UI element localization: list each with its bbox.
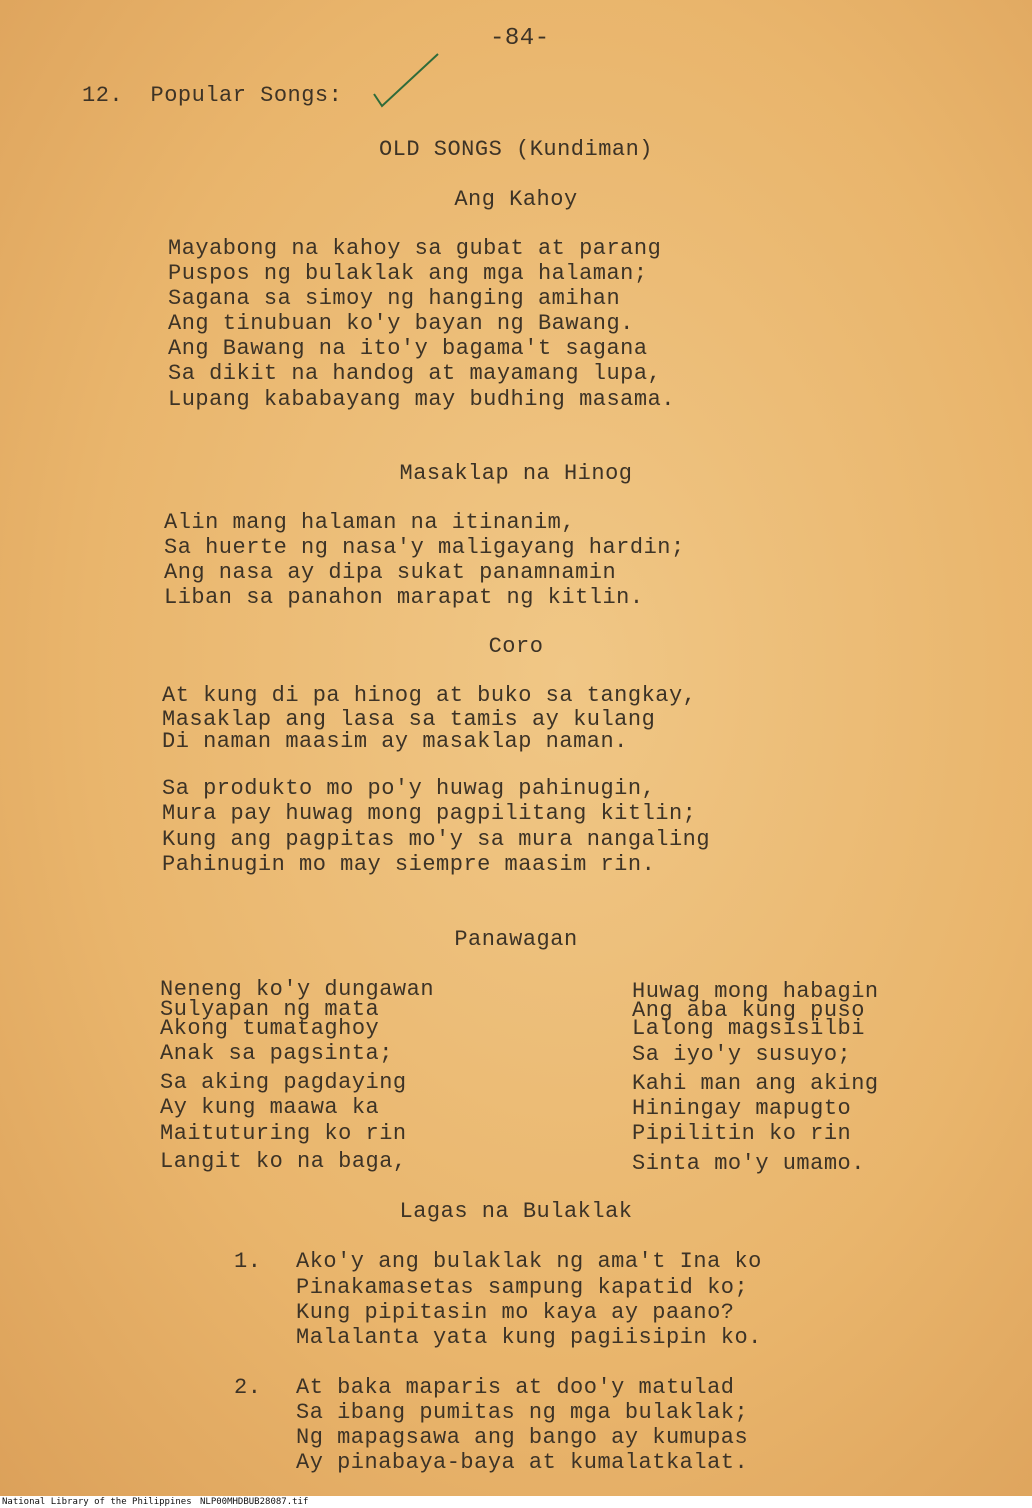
lyric-line: Masaklap ang lasa sa tamis ay kulang bbox=[162, 707, 656, 732]
song-title-ang-kahoy: Ang Kahoy bbox=[454, 187, 578, 212]
song-title-masaklap-na-hinog: Masaklap na Hinog bbox=[399, 461, 633, 486]
lyric-line: Ng mapagsawa ang bango ay kumupas bbox=[296, 1425, 749, 1450]
lyric-line: Hiningay mapugto bbox=[632, 1096, 852, 1121]
lyric-line: Maituturing ko rin bbox=[160, 1121, 407, 1146]
lyric-line: At baka maparis at doo'y matulad bbox=[296, 1375, 735, 1400]
lyric-line: Sa produkto mo po'y huwag pahinugin, bbox=[162, 776, 656, 801]
lyric-line: Sa huerte ng nasa'y maligayang hardin; bbox=[164, 535, 685, 560]
lyric-line: Ang tinubuan ko'y bayan ng Bawang. bbox=[168, 311, 634, 336]
lyric-line: Ay pinabaya-baya at kumalatkalat. bbox=[296, 1450, 749, 1475]
lyric-line: Sinta mo'y umamo. bbox=[632, 1151, 865, 1176]
lyric-line: Ang Bawang na ito'y bagama't sagana bbox=[168, 336, 648, 361]
section-heading: 12. Popular Songs: bbox=[82, 83, 343, 108]
lyric-line: Neneng ko'y dungawan bbox=[160, 977, 435, 1002]
song-title-panawagan: Panawagan bbox=[454, 927, 578, 952]
footer-filename: NLP00MHDBUB28087.tif bbox=[200, 1497, 309, 1507]
page-number: -84- bbox=[490, 25, 550, 52]
lyric-line: Ang nasa ay dipa sukat panamnamin bbox=[164, 560, 617, 585]
lyric-line: Lupang kababayang may budhing masama. bbox=[168, 387, 675, 412]
lyric-line: Langit ko na baga, bbox=[160, 1149, 407, 1174]
lyric-line: Mayabong na kahoy sa gubat at parang bbox=[168, 236, 662, 261]
lyric-line: Sulyapan ng mata bbox=[160, 997, 380, 1022]
check-mark-icon bbox=[372, 52, 442, 108]
footer-source: National Library of the Philippines bbox=[2, 1497, 192, 1507]
lyric-line: Di naman maasim ay masaklap naman. bbox=[162, 729, 628, 754]
lyric-line: Kung pipitasin mo kaya ay paano? bbox=[296, 1300, 735, 1325]
lyric-line: Sa ibang pumitas ng mga bulaklak; bbox=[296, 1400, 749, 1425]
lyric-line: Alin mang halaman na itinanim, bbox=[164, 510, 576, 535]
verse-number: 2. bbox=[234, 1375, 262, 1400]
song-title-coro: Coro bbox=[488, 634, 544, 659]
lyric-line: Akong tumataghoy bbox=[160, 1016, 380, 1041]
lyric-line: Mura pay huwag mong pagpilitang kitlin; bbox=[162, 801, 697, 826]
old-songs-title: OLD SONGS (Kundiman) bbox=[378, 137, 654, 162]
lyric-line: Puspos ng bulaklak ang mga halaman; bbox=[168, 261, 648, 286]
lyric-line: Ay kung maawa ka bbox=[160, 1095, 380, 1120]
lyric-line: Pinakamasetas sampung kapatid ko; bbox=[296, 1275, 749, 1300]
lyric-line: Huwag mong habagin bbox=[632, 979, 879, 1004]
lyric-line: Pahinugin mo may siempre maasim rin. bbox=[162, 852, 656, 877]
lyric-line: Ako'y ang bulaklak ng ama't Ina ko bbox=[296, 1249, 762, 1274]
lyric-line: At kung di pa hinog at buko sa tangkay, bbox=[162, 683, 697, 708]
lyric-line: Sa iyo'y susuyo; bbox=[632, 1042, 852, 1067]
verse-number: 1. bbox=[234, 1249, 262, 1274]
lyric-line: Liban sa panahon marapat ng kitlin. bbox=[164, 585, 644, 610]
song-title-lagas-na-bulaklak: Lagas na Bulaklak bbox=[399, 1199, 633, 1224]
lyric-line: Anak sa pagsinta; bbox=[160, 1041, 393, 1066]
lyric-line: Pipilitin ko rin bbox=[632, 1121, 852, 1146]
lyric-line: Sagana sa simoy ng hanging amihan bbox=[168, 286, 621, 311]
lyric-line: Kung ang pagpitas mo'y sa mura nangaling bbox=[162, 827, 711, 852]
lyric-line: Kahi man ang aking bbox=[632, 1071, 879, 1096]
lyric-line: Sa aking pagdaying bbox=[160, 1070, 407, 1095]
lyric-line: Malalanta yata kung pagiisipin ko. bbox=[296, 1325, 762, 1350]
lyric-line: Ang aba kung puso bbox=[632, 998, 865, 1023]
lyric-line: Lalong magsisilbi bbox=[632, 1016, 865, 1041]
lyric-line: Sa dikit na handog at mayamang lupa, bbox=[168, 361, 662, 386]
scan-footer bbox=[0, 1496, 1032, 1508]
